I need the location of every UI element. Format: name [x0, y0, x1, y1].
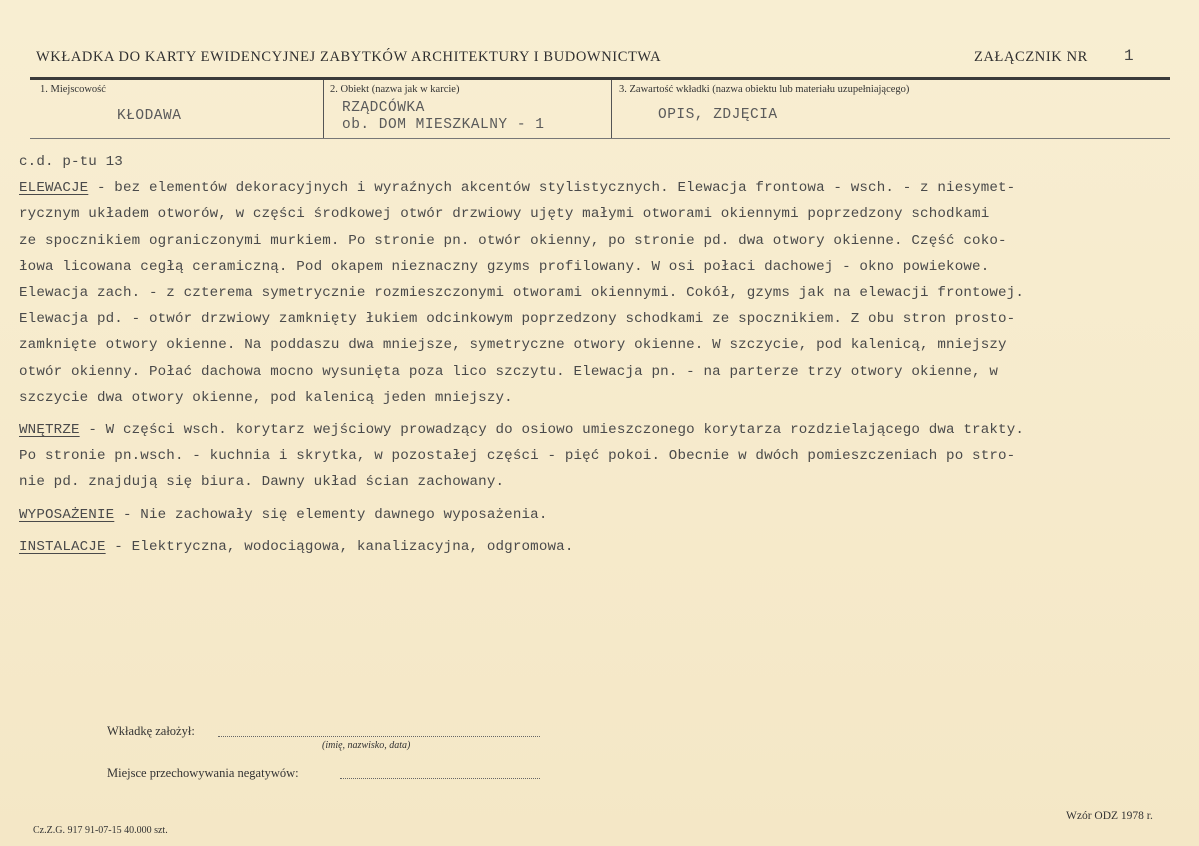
founder-label: Wkładkę założył:	[107, 724, 195, 738]
elewacje-line: otwór okienny. Połać dachowa mocno wysunięta poza lico szczytu. Elewacja pn. - na parterze trzy otwory okienne, w	[19, 363, 999, 380]
elewacje-line: Elewacja pd. - otwór drzwiowy zamknięty łukiem odcinkowym poprzedzony schodkami ze spocznikiem. Z obu stron prosto-	[19, 311, 1016, 328]
template-note: Wzór ODZ 1978 r.	[1066, 810, 1153, 822]
field-divider	[323, 80, 324, 138]
elewacje-heading: ELEWACJE	[19, 180, 89, 197]
elewacje-line: rycznym układem otworów, w części środkowej otwór drzwiowy ujęty małymi otworami okiennymi poprzedzony schodkami	[19, 206, 990, 223]
object-value-line2: ob. DOM MIESZKALNY - 1	[342, 117, 545, 133]
form-title: WKŁADKA DO KARTY EWIDENCYJNEJ ZABYTKÓW ARCHITEKTURY I BUDOWNICTWA	[36, 49, 662, 65]
locality-label: 1. Miejscowość	[40, 84, 106, 95]
object-value-line1: RZĄDCÓWKA	[342, 100, 425, 116]
elewacje-line: ELEWACJE - bez elementów dekoracyjnych i wyraźnych akcentów stylistycznych. Elewacja frontowa - wsch. - z niesymet-	[19, 180, 1016, 197]
wnetrze-line: WNĘTRZE - W części wsch. korytarz wejściowy prowadzący do osiowo umieszczonego korytarza rozdzielającego dwa trakty.	[19, 422, 1025, 439]
wnetrze-line: Po stronie pn.wsch. - kuchnia i skrytka, w pozostałej części - pięć pokoi. Obecnie w dwóch pomieszczeniach po stro-	[19, 448, 1016, 465]
elewacje-line: łowa licowana cegłą ceramiczną. Pod okapem nieznaczny gzyms profilowany. W osi połaci dachowej - okno powiekowe.	[19, 258, 990, 275]
elewacje-line: zamknięte otwory okienne. Na poddaszu dwa mniejsze, symetryczne otwory okienne. W szczycie, pod kalenicą, mniejszy	[19, 337, 1007, 354]
instalacje-line: INSTALACJE - Elektryczna, wodociągowa, kanalizacyjna, odgromowa.	[19, 538, 574, 555]
field-divider	[611, 80, 612, 138]
wyposazenie-heading: WYPOSAŻENIE	[19, 506, 115, 523]
negatives-label: Miejsce przechowywania negatywów:	[107, 766, 299, 780]
attachment-label: ZAŁĄCZNIK NR	[974, 49, 1088, 65]
elewacje-line: szczycie dwa otwory okienne, pod kalenicą jeden mniejszy.	[19, 389, 513, 406]
attachment-number: 1	[1124, 47, 1134, 65]
instalacje-heading: INSTALACJE	[19, 538, 106, 555]
description-body	[19, 149, 1194, 560]
founder-line[interactable]	[218, 736, 540, 737]
fields-bottom-rule	[30, 138, 1170, 139]
print-code: Cz.Z.G. 917 91-07-15 40.000 szt.	[33, 825, 168, 836]
contents-label: 3. Zawartość wkładki (nazwa obiektu lub materiału uzupełniającego)	[619, 84, 910, 95]
negatives-line[interactable]	[340, 778, 540, 779]
wyposazenie-line: WYPOSAŻENIE - Nie zachowały się elementy dawnego wyposażenia.	[19, 506, 548, 523]
elewacje-line: Elewacja zach. - z czterema symetrycznie rozmieszczonymi otworami okiennymi. Cokół, gzyms jak na elewacji frontowej.	[19, 285, 1025, 302]
object-label: 2. Obiekt (nazwa jak w karcie)	[330, 84, 460, 95]
header-rule	[30, 77, 1170, 80]
wnetrze-heading: WNĘTRZE	[19, 422, 80, 439]
elewacje-line: ze spocznikiem ograniczonymi murkiem. Po stronie pn. otwór okienny, po stronie pd. dwa otwory okienne. Część coko-	[19, 232, 1007, 249]
wnetrze-line: nie pd. znajdują się biura. Dawny układ ścian zachowany.	[19, 474, 505, 491]
contents-value: OPIS, ZDJĘCIA	[658, 107, 778, 123]
continuation-note: c.d. p-tu 13	[19, 154, 123, 170]
founder-hint: (imię, nazwisko, data)	[322, 740, 411, 751]
locality-value: KŁODAWA	[117, 108, 182, 124]
